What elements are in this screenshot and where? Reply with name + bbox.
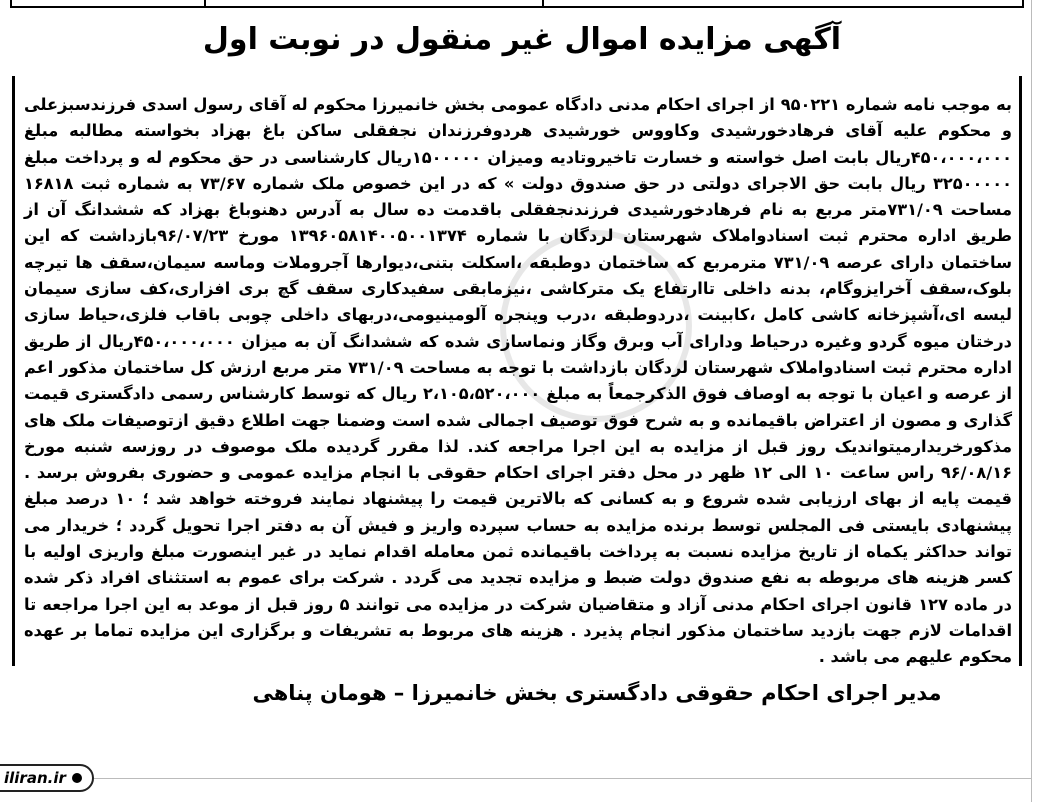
notice-body: به موجب نامه شماره ۹۵۰۲۲۱ از اجرای احکام مدنی دادگاه عمومی بخش خانمیرزا محکوم له آقای رسول اسدی فرزندسبزعلی و محکوم علیه آقای فرهادخورشیدی وکاووس خورشیدی هردوفرزندان نجفقلی ساکن باغ بهزاد بخواسته مطالبه مبلغ ۴۵۰،۰۰۰،۰۰۰ریال بابت اصل خواسته و خسارت تاخیروتادیه ومیزان ۱۵۰۰۰۰۰ریال کارشناسی در حق محکوم له و پرداخت مبلغ ۳۲۵۰۰۰۰۰ ریال بابت حق الاجرای دولتی در حق صندوق دولت » که در این خصوص ملک شماره ۷۳/۶۷ به شماره ثبت ۱۶۸۱۸ مساحت ۷۳۱/۰۹متر مربع به نام فرهادخورشیدی فرزندنجفقلی باقدمت ده سال به آدرس دهنوباغ بهزاد که ششدانگ آن از طریق اداره محترم ثبت اسنادواملاک شهرستان لردگان با شماره ۱۳۹۶۰۵۸۱۴۰۰۵۰۰۱۳۷۴ مورخ ۹۶/۰۷/۲۳بازداشت که این ساختمان دارای عرصه ۷۳۱/۰۹ مترمربع که ساختمان دوطبقه ،اسکلت بتنی،دیوارها آجروملات وماسه سیمان،سقف ها تیرچه بلوک،سقف آخرایزوگام، بدنه داخلی تاارتفاع یک مترکاشی ،نیزمابقی سفیدکاری سقف گچ بری افزاری،کف سازی سیمان لیسه ای،آشپزخانه کاشی کامل ،کابینت ،دردوطبقه ،درب وپنجره آلومینیومی،دربهای داخلی چوبی باقاب فلزی،حیاط سازی درختان میوه گردو وغیره درحیاط ودارای آب وبرق وگاز ونماسازی شده که ششدانگ آن به میزان ۴۵۰،۰۰۰،۰۰۰ریال از طریق اداره محترم ثبت اسنادواملاک شهرستان لردگان بازداشت با توجه به مساحت ۷۳۱/۰۹ متر مربع ارزش کل ساختمان مذکور اعم از عرصه و اعیان با توجه به اوصاف فوق الذکرجمعاً به مبلغ ۲،۱۰۵،۵۲۰،۰۰۰ ریال که توسط کارشناس رسمی دادگستری قیمت گذاری و مصون از اعتراض باقیمانده و به شرح فوق توصیف اجمالی شده است وضمنا جهت اطلاع دقیق ازتوصیفات ملک های مذکورخریدارمیتواندیک روز قبل از مزایده به این اجرا مراجعه کند. لذا مقرر گردیده ملک موصوف در روزسه شنبه مورخ ۹۶/۰۸/۱۶ راس ساعت ۱۰ الی ۱۲ ظهر در محل دفتر اجرای احکام حقوقی با انجام مزایده عمومی و حضوری بفروش برسد . قیمت پایه از بهای ارزیابی شده شروع و به کسانی که بالاترین قیمت را پیشنهاد نمایند فروخته خواهد شد ؛ ۱۰ درصد مبلغ پیشنهادی بایستی فی المجلس توسط برنده مزایده به حساب سپرده واریز و فیش آن به دفتر اجرا تحویل گردد ؛ خریدار می تواند حداکثر یکماه از تاریخ مزایده نسبت به پرداخت باقیمانده ثمن معامله اقدام نماید در غیر اینصورت مبلغ واریزی اولیه با کسر هزینه های مربوطه به نفع صندوق دولت ضبط و مزایده تجدید می گردد . شرکت برای عموم به استثنای افراد ذکر شده در ماده ۱۲۷ قانون اجرای احکام مدنی آزاد و متقاضیان شرکت در مزایده می توانند ۵ روز قبل از موعد به این اجرا مراجعه تا اقدامات لازم جهت بازدید ساختمان مذکور انجام پذیرد . هزینه های مربوط به تشریفات و برگزاری این مزایده تماما بر عهده محکوم علیهم می باشد . (24, 95, 1013, 667)
site-link[interactable] (0, 764, 94, 792)
notice-title: آگهی مزایده اموال غیر منقول در نوبت اول (202, 22, 842, 57)
dot-icon (72, 773, 82, 783)
border-divider (204, 0, 206, 6)
signature-line: مدیر اجرای احکام حقوقی دادگستری بخش خانمیرزا – هومان پناهی (252, 681, 942, 705)
bottom-divider (94, 778, 1032, 779)
site-label: iliran.ir (4, 769, 66, 787)
top-border (10, 0, 1024, 8)
border-divider (542, 0, 544, 6)
